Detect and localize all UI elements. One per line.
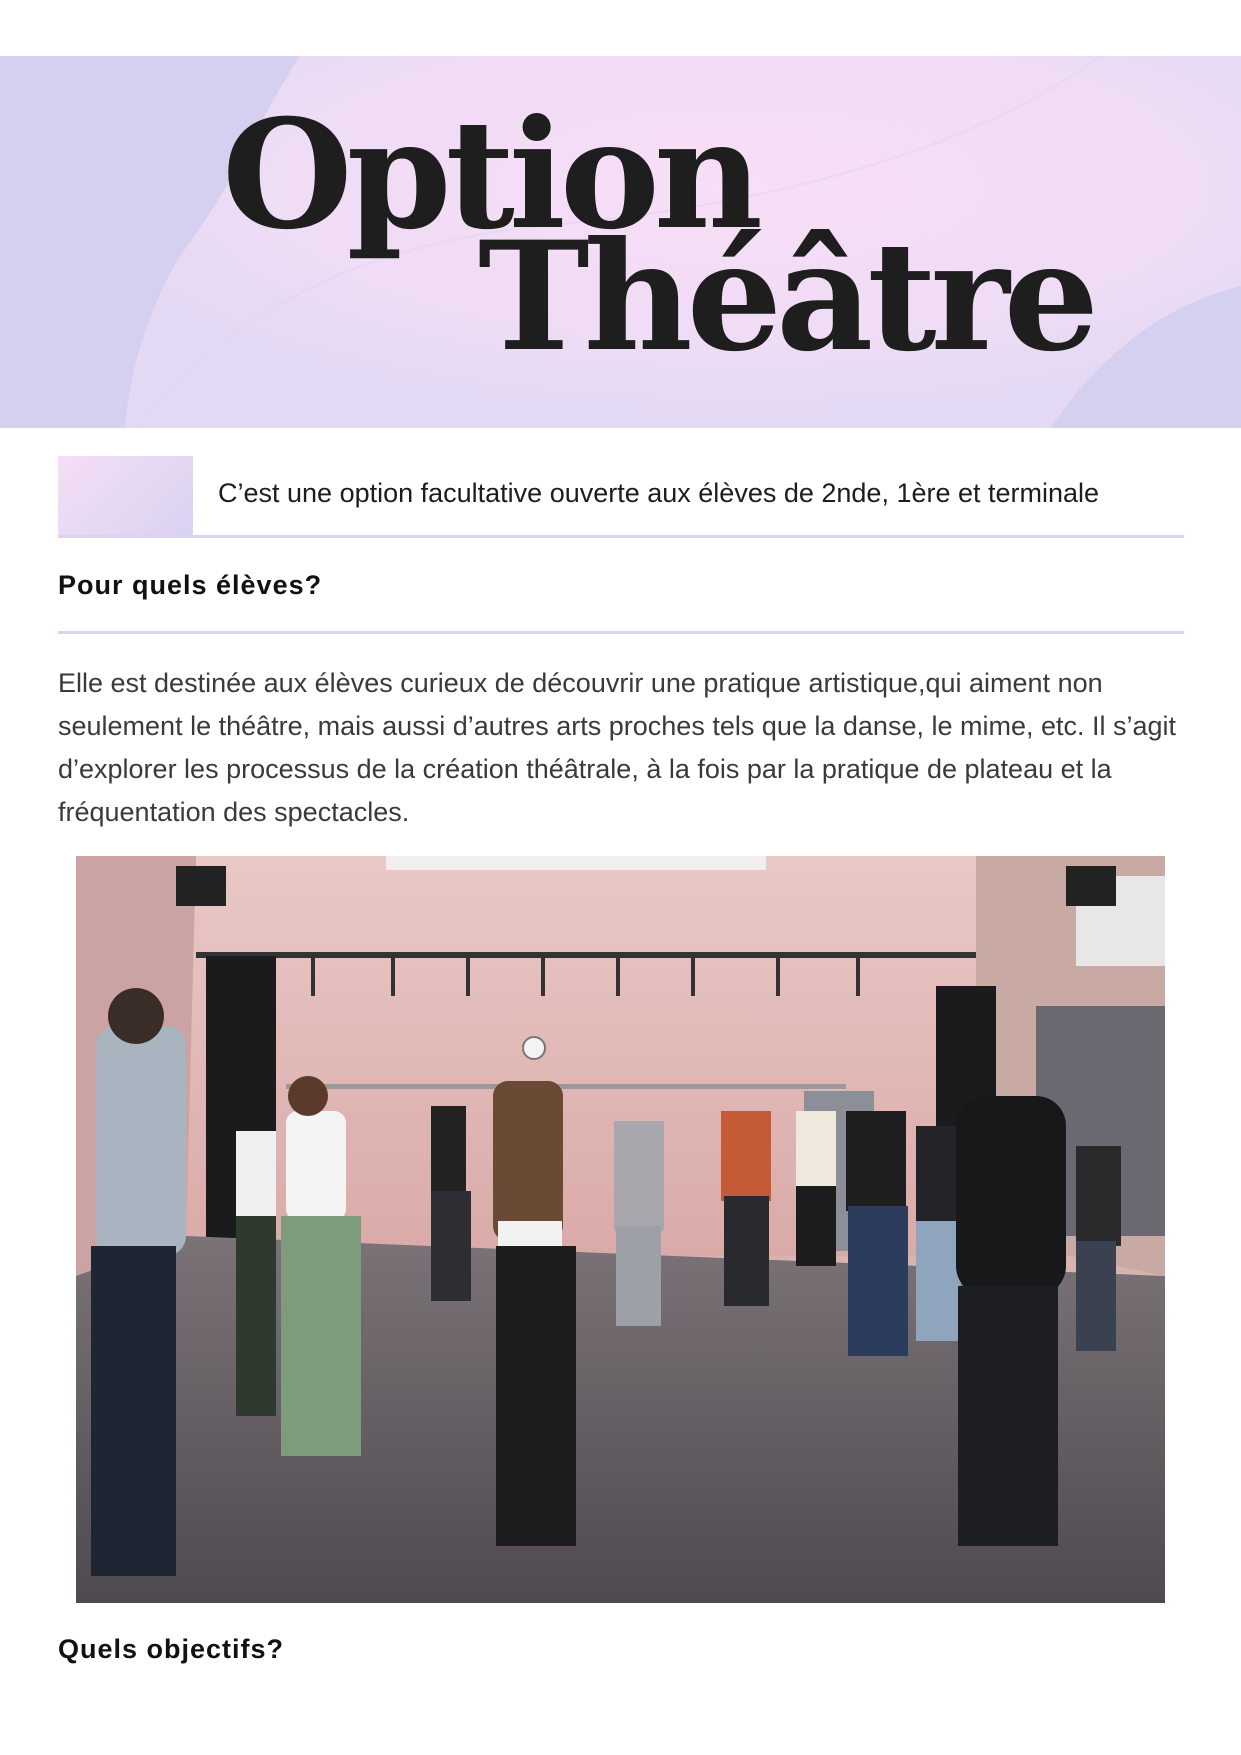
intro-text: C’est une option facultative ouverte aux élèves de 2nde, 1ère et terminale [218,478,1100,508]
title-option: Option [222,87,757,263]
rehearsal-photo [76,856,1165,1603]
title-banner [0,56,1241,428]
divider [58,535,1184,538]
divider [58,631,1184,634]
section-paragraph-students: Elle est destinée aux élèves curieux de découvrir une pratique artistique,qui aiment non seulement le théâtre, mais aussi d’autres arts proches tels que la danse, le mime, etc. Il s’agit d’explorer les processus de la création théâtrale, à la fois par la pratique de plateau et la fréquentation des spectacles. [58,668,1177,827]
section-heading-students: Pour quels élèves? [58,570,323,600]
title-theatre: Théâtre [478,209,1094,385]
rehearsal-photo-illustration [76,856,1165,1603]
section-heading-objectives: Quels objectifs? [58,1634,285,1664]
intro-accent-box [58,456,193,536]
